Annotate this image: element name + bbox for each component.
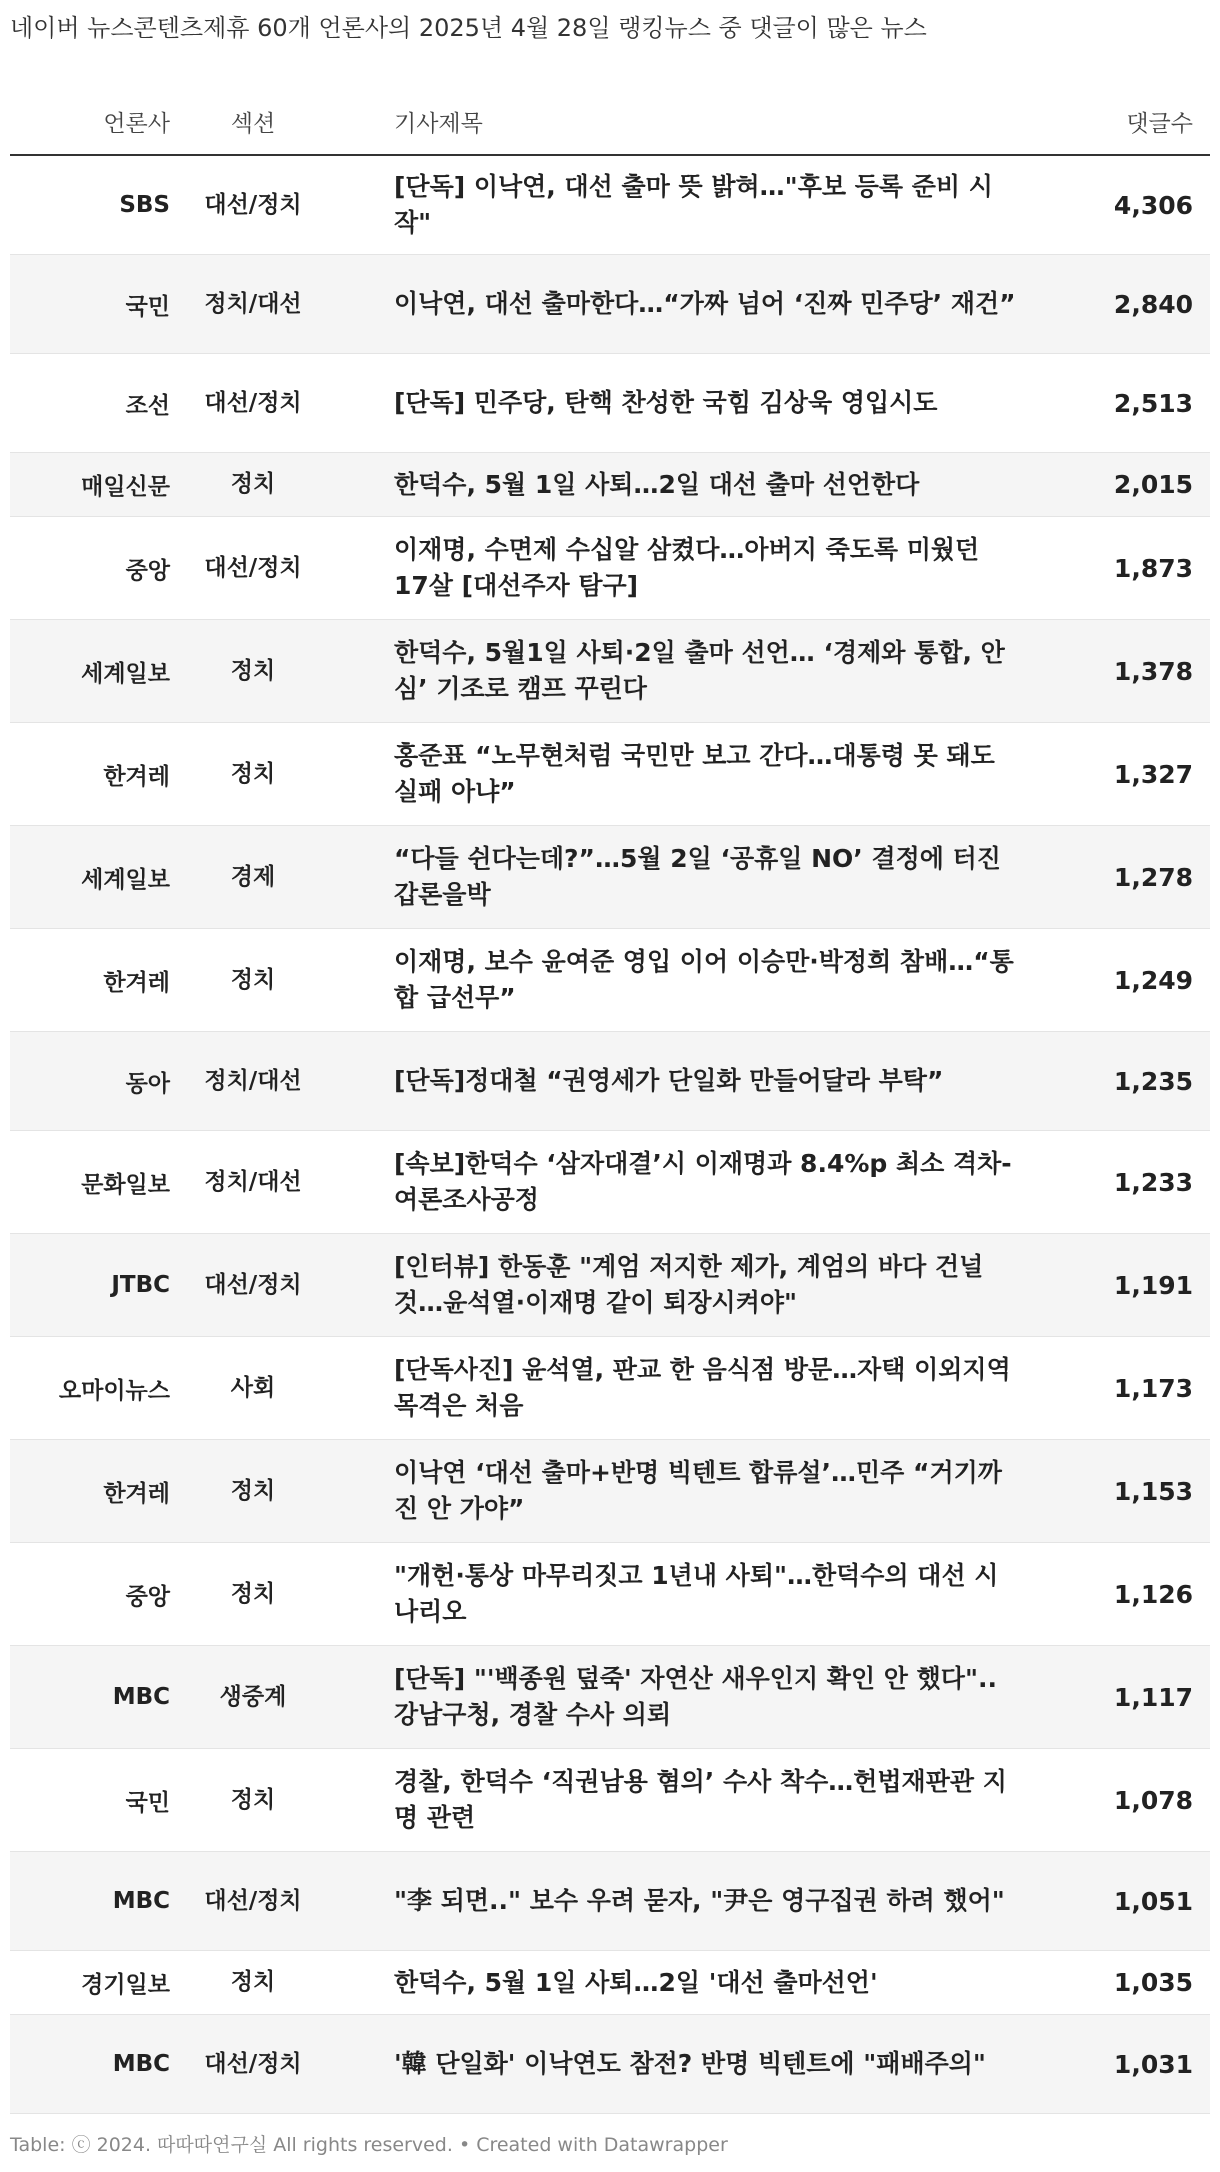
table-row xyxy=(10,1440,1210,1543)
cell-section: 대선/정치 xyxy=(204,1887,302,1914)
cell-comments: 4,306 xyxy=(1113,190,1193,220)
cell-press: 문화일보 xyxy=(81,1171,170,1198)
cell-section: 대선/정치 xyxy=(204,389,302,416)
cell-comments: 1,078 xyxy=(1113,1785,1193,1815)
cell-section: 정치 xyxy=(230,1580,276,1607)
table-row xyxy=(10,1543,1210,1646)
cell-press: 세계일보 xyxy=(81,866,170,893)
cell-press: MBC xyxy=(112,2051,170,2077)
cell-press: 매일신문 xyxy=(81,474,170,500)
cell-headline: 이낙연, 대선 출마한다…“가짜 넘어 ‘진짜 민주당’ 재건” xyxy=(394,289,1016,318)
cell-comments: 1,378 xyxy=(1113,656,1193,686)
table-row xyxy=(10,156,1210,255)
cell-comments: 1,117 xyxy=(1113,1682,1193,1712)
table-row xyxy=(10,1951,1210,2015)
cell-comments: 2,840 xyxy=(1113,289,1193,319)
cell-section: 정치 xyxy=(230,657,276,684)
cell-press: 중앙 xyxy=(125,1583,170,1610)
cell-headline: "李 되면.." 보수 우려 묻자, "尹은 영구집권 하려 했어" xyxy=(394,1886,1005,1915)
table-row xyxy=(10,723,1210,826)
cell-headline: [속보]한덕수 ‘삼자대결’시 이재명과 8.4%p 최소 격차-여론조사공정 xyxy=(394,1149,1012,1214)
cell-press: 중앙 xyxy=(125,557,170,584)
cell-comments: 1,235 xyxy=(1113,1066,1193,1096)
table-row xyxy=(10,1131,1210,1234)
cell-comments: 1,031 xyxy=(1113,2049,1193,2079)
cell-press: 조선 xyxy=(125,392,170,419)
cell-section: 대선/정치 xyxy=(204,2050,302,2077)
table-row xyxy=(10,1337,1210,1440)
cell-headline: 이낙연 ‘대선 출마+반명 빅텐트 합류설’…민주 “거기까진 안 가야” xyxy=(394,1458,1002,1523)
cell-headline: '韓 단일화' 이낙연도 참전? 반명 빅텐트에 "패배주의" xyxy=(394,2049,986,2078)
cell-headline: “다들 쉰다는데?”…5월 2일 ‘공휴일 NO’ 결정에 터진 갑론을박 xyxy=(394,844,1001,909)
table-title: 네이버 뉴스콘텐츠제휴 60개 언론사의 2025년 4월 28일 랭킹뉴스 중 댓글이 많은 뉴스 xyxy=(10,14,927,42)
cell-headline: [단독] 이낙연, 대선 출마 뜻 밝혀…"후보 등록 준비 시작" xyxy=(394,172,993,237)
table-row xyxy=(10,453,1210,517)
cell-headline: 이재명, 수면제 수십알 삼켰다…아버지 죽도록 미웠던 17살 [대선주자 탐구] xyxy=(394,535,980,600)
cell-headline: 한덕수, 5월 1일 사퇴…2일 대선 출마 선언한다 xyxy=(394,469,920,499)
cell-comments: 1,153 xyxy=(1113,1476,1193,1506)
header-section[interactable]: 섹션 xyxy=(230,110,276,137)
cell-press: SBS xyxy=(119,192,170,218)
cell-comments: 1,035 xyxy=(1113,1968,1193,1997)
cell-press: 국민 xyxy=(125,293,170,320)
cell-section: 정치/대선 xyxy=(204,290,302,317)
cell-comments: 1,051 xyxy=(1113,1886,1193,1916)
cell-comments: 1,873 xyxy=(1113,553,1193,583)
cell-headline: [인터뷰] 한동훈 "계엄 저지한 제가, 계엄의 바다 건널 것…윤석열·이재명 같이 퇴장시켜야" xyxy=(394,1252,984,1317)
cell-headline: [단독] "'백종원 덮죽' 자연산 새우인지 확인 안 했다"..강남구청, 경찰 수사 의뢰 xyxy=(394,1664,997,1729)
cell-press: 동아 xyxy=(125,1070,170,1097)
cell-section: 정치 xyxy=(230,1786,276,1813)
cell-headline: 이재명, 보수 윤여준 영입 이어 이승만·박정희 참배…“통합 급선무” xyxy=(394,947,1014,1012)
table-row xyxy=(10,826,1210,929)
table-body xyxy=(10,156,1210,2114)
header-press[interactable]: 언론사 xyxy=(103,110,170,137)
cell-section: 정치 xyxy=(230,966,276,993)
table-row xyxy=(10,1234,1210,1337)
cell-headline: 한덕수, 5월1일 사퇴·2일 출마 선언… ‘경제와 통합, 안심’ 기조로 캠프 꾸린다 xyxy=(394,638,1005,703)
cell-section: 대선/정치 xyxy=(204,191,302,218)
cell-comments: 1,191 xyxy=(1113,1270,1193,1300)
table-row xyxy=(10,620,1210,723)
table-row xyxy=(10,255,1210,354)
cell-headline: [단독] 민주당, 탄핵 찬성한 국힘 김상욱 영입시도 xyxy=(394,388,938,417)
table-row xyxy=(10,354,1210,453)
cell-press: 한겨레 xyxy=(103,969,170,996)
table-footer: Table: ⓒ 2024. 따따따연구실 All rights reserved. • Created with Datawrapper xyxy=(10,2134,728,2156)
cell-press: 한겨레 xyxy=(103,1480,170,1507)
comments-table xyxy=(10,88,1210,2114)
cell-press: 경기일보 xyxy=(81,1972,170,1998)
table-row xyxy=(10,1032,1210,1131)
cell-press: 세계일보 xyxy=(81,660,170,687)
table-row xyxy=(10,1646,1210,1749)
cell-comments: 1,233 xyxy=(1113,1167,1193,1197)
cell-section: 생중계 xyxy=(219,1683,287,1710)
cell-section: 대선/정치 xyxy=(204,554,302,581)
table-header xyxy=(10,88,1210,156)
cell-comments: 1,278 xyxy=(1113,862,1193,892)
cell-section: 정치 xyxy=(230,760,276,787)
cell-section: 경제 xyxy=(230,863,276,890)
cell-headline: 한덕수, 5월 1일 사퇴…2일 '대선 출마선언' xyxy=(394,1967,878,1997)
cell-headline: 경찰, 한덕수 ‘직권남용 혐의’ 수사 착수…헌법재판관 지명 관련 xyxy=(394,1767,1007,1832)
table-row xyxy=(10,1852,1210,1951)
cell-section: 정치/대선 xyxy=(204,1168,302,1195)
cell-section: 정치 xyxy=(230,1477,276,1504)
table-row xyxy=(10,517,1210,620)
cell-comments: 1,173 xyxy=(1113,1373,1193,1403)
header-headline[interactable]: 기사제목 xyxy=(394,110,483,137)
table-row xyxy=(10,1749,1210,1852)
cell-comments: 1,327 xyxy=(1113,759,1193,789)
cell-press: 한겨레 xyxy=(103,763,170,790)
cell-section: 사회 xyxy=(230,1374,276,1401)
table-row xyxy=(10,2015,1210,2114)
cell-comments: 1,126 xyxy=(1113,1579,1193,1609)
cell-section: 정치/대선 xyxy=(204,1067,302,1094)
cell-headline: [단독]정대철 “권영세가 단일화 만들어달라 부탁” xyxy=(394,1066,944,1095)
cell-section: 정치 xyxy=(230,1969,276,1995)
table-row xyxy=(10,929,1210,1032)
cell-headline: "개헌·통상 마무리짓고 1년내 사퇴"…한덕수의 대선 시나리오 xyxy=(394,1561,999,1626)
cell-press: 오마이뉴스 xyxy=(58,1377,170,1404)
cell-press: MBC xyxy=(112,1888,170,1914)
cell-press: MBC xyxy=(112,1684,170,1710)
cell-headline: 홍준표 “노무현처럼 국민만 보고 간다…대통령 못 돼도 실패 아냐” xyxy=(394,741,995,806)
header-comments[interactable]: 댓글수 xyxy=(1126,110,1193,137)
cell-comments: 2,015 xyxy=(1113,470,1193,499)
cell-headline: [단독사진] 윤석열, 판교 한 음식점 방문…자택 이외지역 목격은 처음 xyxy=(394,1355,1011,1420)
cell-press: JTBC xyxy=(111,1272,170,1298)
cell-section: 대선/정치 xyxy=(204,1271,302,1298)
cell-press: 국민 xyxy=(125,1789,170,1816)
cell-comments: 1,249 xyxy=(1113,965,1193,995)
cell-section: 정치 xyxy=(230,471,276,497)
cell-comments: 2,513 xyxy=(1113,388,1193,418)
